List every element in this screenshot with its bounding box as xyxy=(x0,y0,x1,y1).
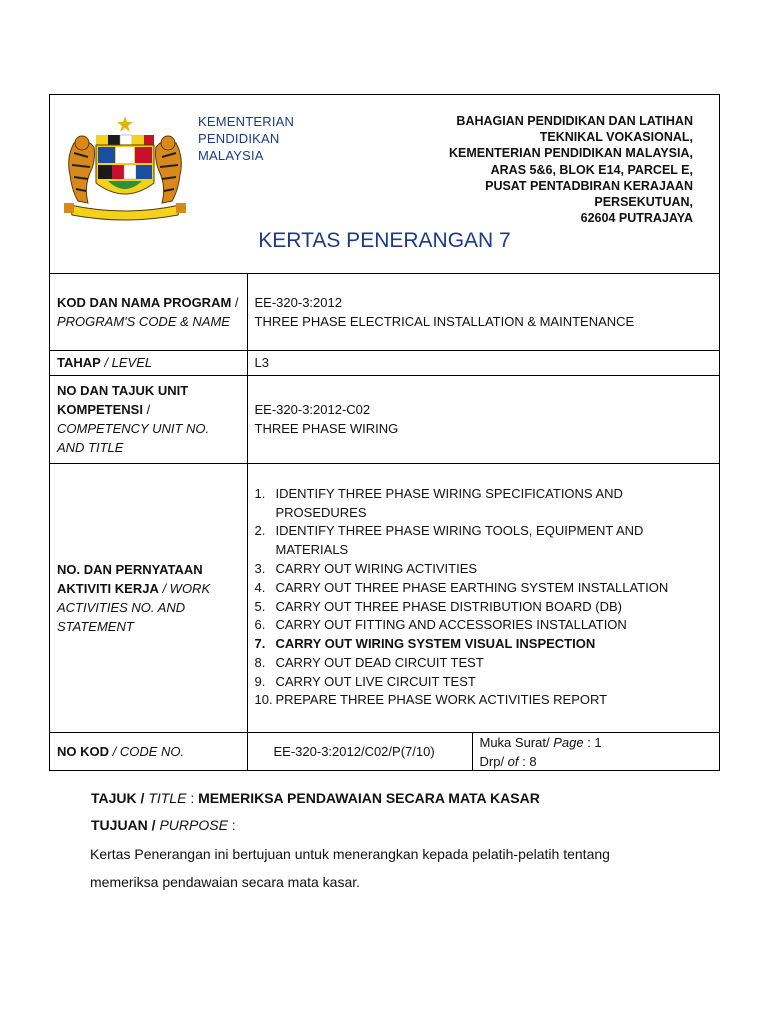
table-row-code xyxy=(50,732,719,771)
unit-label-sep: / xyxy=(142,402,151,417)
address-line: PERSEKUTUAN, xyxy=(594,195,693,210)
unit-value xyxy=(247,375,719,463)
ministry-line: PENDIDIKAN xyxy=(198,131,280,146)
level-value: L3 xyxy=(247,350,719,375)
page-info: Muka Surat/ Page : 1 Drp/ of : 8 xyxy=(479,734,602,769)
ministry-name xyxy=(198,113,294,164)
list-item: 8. CARRY OUT DEAD CIRCUIT TEST xyxy=(254,654,484,670)
purpose-paragraph: Kertas Penerangan ini bertujuan untuk menerangkan kepada pelatih-pelatih tentang memeriksa pendawaian secara mata kasar. xyxy=(90,846,610,890)
list-item: 9. CARRY OUT LIVE CIRCUIT TEST xyxy=(254,673,476,689)
address-line: BAHAGIAN PENDIDIKAN DAN LATIHAN xyxy=(456,114,693,128)
program-code: EE-320-3:2012 xyxy=(254,294,342,310)
unit-label-italic: COMPETENCY UNIT NO. AND TITLE xyxy=(57,421,210,455)
document-frame xyxy=(49,94,720,771)
activities-label xyxy=(50,463,247,732)
program-label-sep: / xyxy=(231,294,239,310)
program-label xyxy=(50,274,247,350)
program-label-bold: KOD DAN NAMA PROGRAM xyxy=(57,294,232,310)
title-line: TAJUK / TITLE : MEMERIKSA PENDAWAIAN SECARA MATA KASAR xyxy=(91,790,540,806)
ministry-line: KEMENTERIAN xyxy=(198,114,295,129)
address-line: ARAS 5&6, BLOK E14, PARCEL E, xyxy=(490,162,693,177)
table-row-unit xyxy=(50,375,719,463)
document-title-text: KERTAS PENERANGAN 7 xyxy=(258,229,511,252)
address-line: PUSAT PENTADBIRAN KERAJAAN xyxy=(485,178,693,193)
level-label-bold: TAHAP xyxy=(57,355,101,370)
unit-title: THREE PHASE WIRING xyxy=(254,421,399,436)
program-name: THREE PHASE ELECTRICAL INSTALLATION & MAINTENANCE xyxy=(254,313,635,329)
unit-code: EE-320-3:2012-C02 xyxy=(254,402,371,417)
level-label-italic: / LEVEL xyxy=(100,355,153,370)
table-row-activities xyxy=(50,463,719,732)
code-label xyxy=(50,732,247,771)
unit-label-bold: NO DAN TAJUK UNIT KOMPETENSI xyxy=(57,383,189,417)
info-table xyxy=(50,274,719,771)
list-item-highlighted: 7. CARRY OUT WIRING SYSTEM VISUAL INSPECTION xyxy=(254,636,596,652)
list-item: 6. CARRY OUT FITTING AND ACCESSORIES INSTALLATION xyxy=(254,617,627,633)
list-item: 10. PREPARE THREE PHASE WORK ACTIVITIES REPORT xyxy=(254,692,608,708)
list-item: 3. CARRY OUT WIRING ACTIVITIES xyxy=(254,560,478,576)
code-label-bold: NO KOD xyxy=(57,744,109,759)
activities-label-italic: / WORK ACTIVITIES NO. AND STATEMENT xyxy=(57,580,211,634)
activities-list xyxy=(255,485,713,711)
list-item: 4. CARRY OUT THREE PHASE EARTHING SYSTEM INSTALLATION xyxy=(254,579,669,595)
program-label-italic: PROGRAM'S CODE & NAME xyxy=(57,313,230,329)
body-section xyxy=(91,787,691,896)
table-row-program xyxy=(50,274,719,350)
code-page-cell xyxy=(247,732,719,771)
activities-value xyxy=(247,463,719,732)
list-item: 2. IDENTIFY THREE PHASE WIRING TOOLS, EQUIPMENT AND MATERIALS xyxy=(254,523,644,558)
table-row-level xyxy=(50,350,719,375)
document-header xyxy=(50,95,719,274)
list-item: 5. CARRY OUT THREE PHASE DISTRIBUTION BOARD (DB) xyxy=(254,598,622,614)
level-label xyxy=(50,350,247,375)
activities-label-bold: NO. DAN PERNYATAAN AKTIVITI KERJA xyxy=(57,561,203,596)
list-item: 1. IDENTIFY THREE PHASE WIRING SPECIFICATIONS AND PROSEDURES xyxy=(254,485,623,520)
title-value: MEMERIKSA PENDAWAIAN SECARA MATA KASAR xyxy=(198,790,540,806)
code-label-italic: / CODE NO. xyxy=(109,744,185,759)
ministry-line: MALAYSIA xyxy=(198,148,264,163)
address-line: 62604 PUTRAJAYA xyxy=(580,211,693,226)
purpose-line: TUJUAN / PURPOSE : xyxy=(91,817,236,833)
code-value: EE-320-3:2012/C02/P(7/10) xyxy=(248,733,473,771)
document-title xyxy=(50,229,719,253)
malaysia-crest-logo xyxy=(60,113,190,225)
address-line: KEMENTERIAN PENDIDIKAN MALAYSIA, xyxy=(448,146,693,161)
unit-label xyxy=(50,375,247,463)
program-value xyxy=(247,274,719,350)
ministry-address xyxy=(449,113,693,226)
address-line: TEKNIKAL VOKASIONAL, xyxy=(539,130,693,145)
